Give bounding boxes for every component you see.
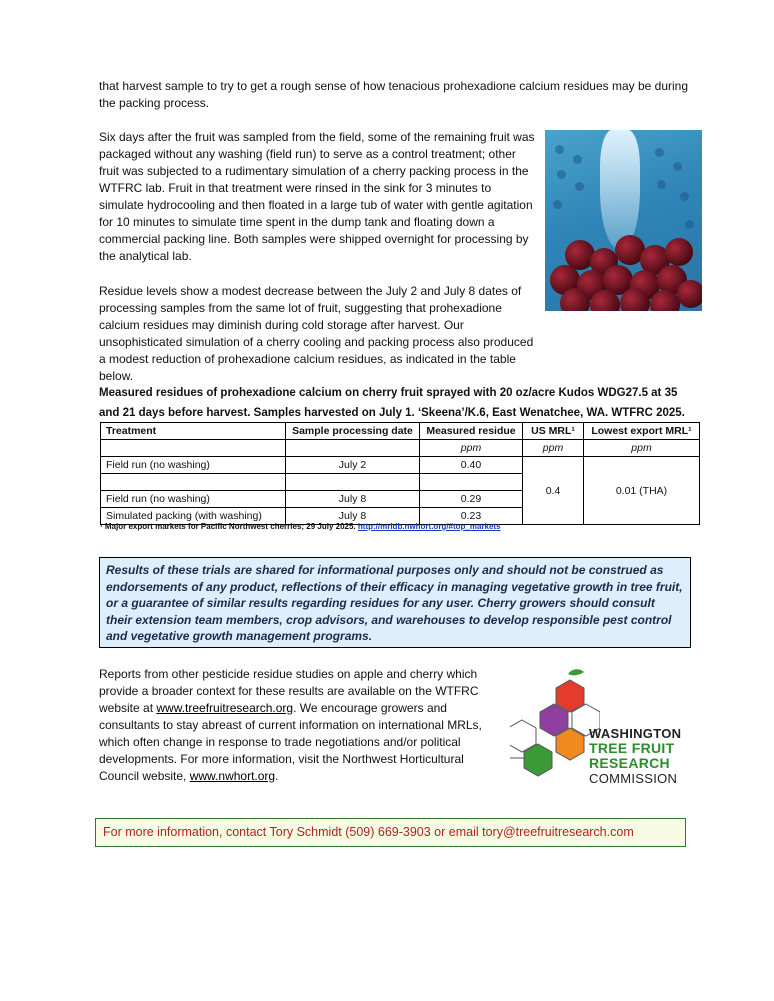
reports-text-a: Reports from other pesticide residue studies on apple and cherry which provide a broader context for these results are available on the WTFRC website at (99, 667, 479, 715)
footnote-link[interactable]: http://mrldb.nwhort.org/#top_markets (357, 522, 501, 531)
treatment-cell (101, 474, 286, 491)
logo-line-4: COMMISSION (589, 771, 678, 786)
residue-table (100, 422, 700, 525)
logo-line-3: RESEARCH (589, 755, 670, 771)
disclaimer-box (99, 557, 691, 648)
header-us-mrl: US MRL¹ (523, 423, 584, 440)
unit-cell: ppm (523, 440, 584, 457)
table-header-row (101, 423, 700, 440)
date-cell (286, 474, 420, 491)
date-cell: July 2 (286, 457, 420, 474)
header-treatment: Treatment (101, 423, 286, 440)
cherry-washing-photo (545, 130, 702, 311)
reports-paragraph (99, 666, 494, 785)
treatment-cell: Field run (no washing) (101, 491, 286, 508)
wtfrc-website-link[interactable]: www.treefruitresearch.org (156, 701, 294, 715)
intro-paragraph-1: Six days after the fruit was sampled from the field, some of the remaining fruit was packaged without any washing (field run) to serve as a control treatment; other fruit was subjected to a rudimentary simulation of a cherry packing process in the WTFRC lab. Fruit in that treatment were rinsed in the sink for 3 minutes to simulate hydrocooling and then floated in a large tub of water with gentle agitation for 10 minutes to simulate time spent in the dump tank and floating down a commercial packing line. Both samples were shipped overnight for processing by the analytical lab. (99, 130, 535, 263)
header-residue: Measured residue (420, 423, 523, 440)
disclaimer-text: Results of these trials are shared for informational purposes only and should not be construed as endorsements of any product, reflections of their efficacy in managing vegetative growth in tree fruit, or a guarantee of similar results regarding residues for any user. Cherry growers should consult their extension team members, crop advisors, and warehouses to develop responsible pest control and vegetative growth management programs. (106, 563, 683, 643)
residue-cell: 0.29 (420, 491, 523, 508)
us-mrl-cell: 0.4 (523, 457, 584, 525)
date-cell: July 8 (286, 508, 420, 525)
treatment-cell: Field run (no washing) (101, 457, 286, 474)
header-export-mrl: Lowest export MRL¹ (584, 423, 700, 440)
intro-paragraph-2a (99, 283, 539, 385)
treatment-cell: Simulated packing (with washing) (101, 508, 286, 525)
contact-box (95, 818, 686, 847)
unit-cell: ppm (420, 440, 523, 457)
table-footnote (100, 522, 700, 531)
logo-leaf-icon (568, 669, 584, 675)
unit-cell (101, 440, 286, 457)
table-row (101, 457, 700, 474)
contact-text: For more information, contact Tory Schmidt (509) 669-3903 or email tory@treefruitresearch.com (103, 825, 634, 839)
date-cell: July 8 (286, 491, 420, 508)
footnote-text: ¹ Major export markets for Pacific Northwest cherries; 29 July 2025. (100, 522, 356, 531)
logo-line-1: WASHINGTON (589, 726, 682, 741)
residue-cell: 0.40 (420, 457, 523, 474)
table-caption: Measured residues of prohexadione calcium on cherry fruit sprayed with 20 oz/acre Kudos WDG27.5 at 35 and 21 days before harvest. Samples harvested on July 1. ‘Skeena’/K.6, East Wenatchee, WA. WTFRC 2025. (99, 387, 685, 419)
reports-text-c: . (275, 769, 279, 783)
unit-cell: ppm (584, 440, 700, 457)
residue-cell: 0.23 (420, 508, 523, 525)
wtfrc-logo-mark (510, 668, 600, 788)
table-units-row (101, 440, 700, 457)
reports-text-b: . We encourage growers and consultants to stay abreast of current information on international MRLs, which often change in response to trade negotiations and/or political developments. For more information, visit the Northwest Horticultural Council website, (99, 701, 482, 783)
wtfrc-logo-text (589, 726, 681, 786)
logo-line-2: TREE FRUIT (589, 740, 675, 756)
intro-paragraph-0: that harvest sample to try to get a rough sense of how tenacious prohexadione calcium residues may be during the packing process. (99, 79, 689, 110)
intro-paragraph-2: Residue levels show a modest decrease between the July 2 and July 8 dates of processing samples from the same lot of fruit, suggesting that prohexadione calcium residues may diminish during cold storage after harvest. Our unsophisticated simulation of a cherry cooling and packing process also produced a modest reduction of prohexadione calcium residues, as indicated in the table below. (99, 284, 534, 383)
nwhort-website-link[interactable]: www.nwhort.org (189, 769, 276, 783)
header-date: Sample processing date (286, 423, 420, 440)
residue-cell (420, 474, 523, 491)
export-mrl-cell: 0.01 (THA) (584, 457, 700, 525)
unit-cell (286, 440, 420, 457)
